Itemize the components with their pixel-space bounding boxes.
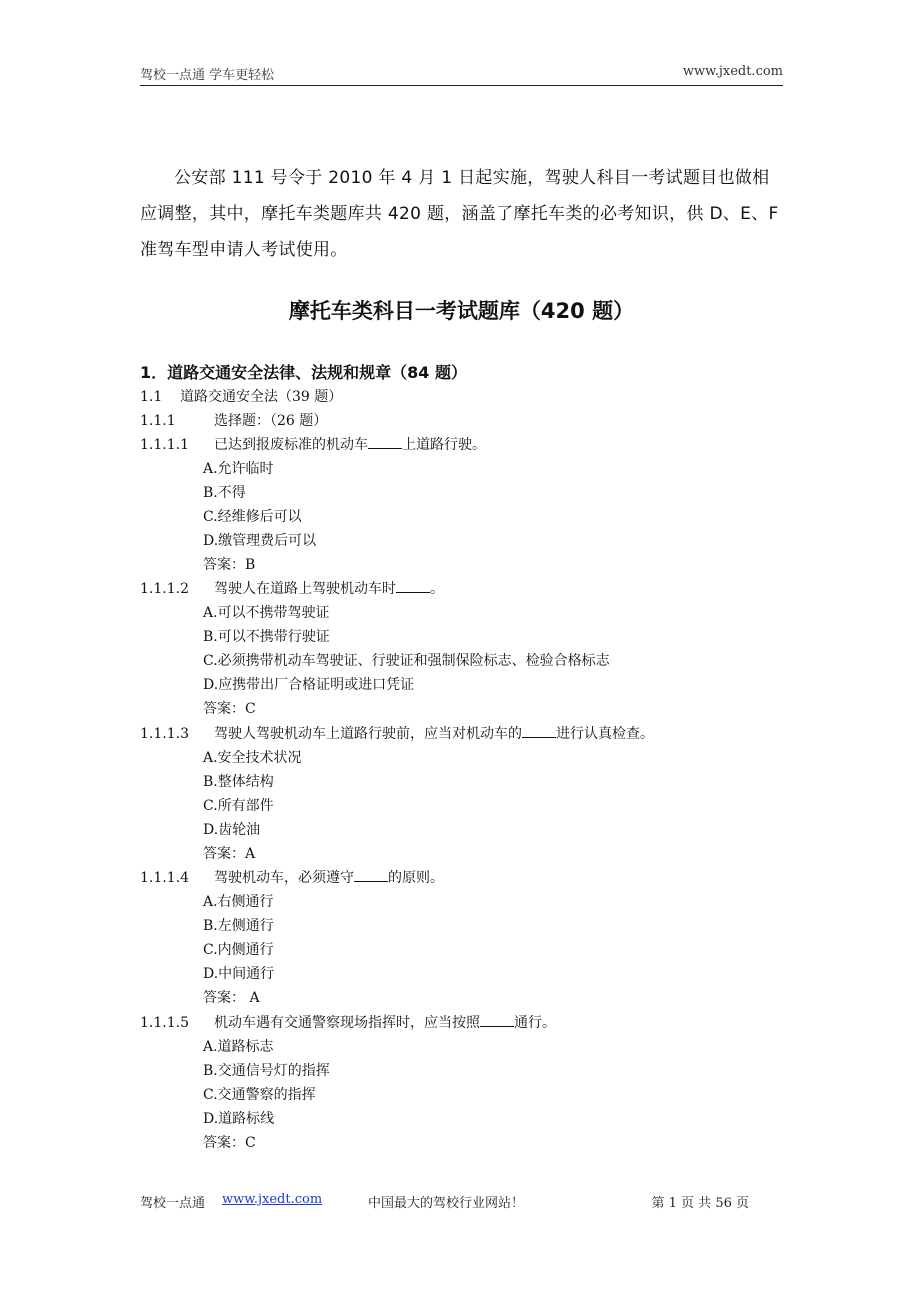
question-text: 已达到报废标准的机动车 bbox=[214, 437, 368, 453]
question-number: 1.1.1.5 bbox=[140, 1015, 189, 1031]
header-slogan: 驾校一点通 学车更轻松 bbox=[140, 68, 275, 83]
question-text: 机动车遇有交通警察现场指挥时，应当按照 bbox=[214, 1015, 480, 1031]
page-number: 第 1 页 共 56 页 bbox=[651, 1196, 749, 1211]
answer: 答案：C bbox=[203, 1135, 256, 1151]
option: D.齿轮油 bbox=[203, 822, 261, 838]
option: C.交通警察的指挥 bbox=[203, 1087, 316, 1103]
option: C.所有部件 bbox=[203, 798, 274, 814]
subsubsection-title: 选择题：（26 题） bbox=[214, 413, 328, 429]
question-number: 1.1.1.3 bbox=[140, 726, 189, 742]
question-stem bbox=[140, 723, 654, 743]
answer-blank bbox=[354, 869, 388, 882]
option: A.可以不携带驾驶证 bbox=[203, 605, 330, 621]
option: D.道路标线 bbox=[203, 1111, 275, 1127]
option: C.经维修后可以 bbox=[203, 509, 302, 525]
question-number: 1.1.1.1 bbox=[140, 437, 189, 453]
question-text-end: 进行认真检查。 bbox=[556, 726, 654, 742]
intro-paragraph: 公安部 111 号令于 2010 年 4 月 1 日起实施，驾驶人科目一考试题目也做相应调整，其中，摩托车类题库共 420 题，涵盖了摩托车类的必考知识，供 D、E、F 准驾车型申请人考试使用。 bbox=[140, 168, 779, 260]
subsubsection-number: 1.1.1 bbox=[140, 413, 176, 429]
option: D.应携带出厂合格证明或进口凭证 bbox=[203, 677, 415, 693]
footer-slogan: 中国最大的驾校行业网站！ bbox=[368, 1196, 525, 1211]
question-stem bbox=[140, 867, 444, 887]
option: B.整体结构 bbox=[203, 774, 274, 790]
option: D.缴管理费后可以 bbox=[203, 533, 317, 549]
option: C.必须携带机动车驾驶证、行驶证和强制保险标志、检验合格标志 bbox=[203, 653, 610, 669]
option: C.内侧通行 bbox=[203, 942, 274, 958]
answer: 答案： A bbox=[203, 990, 260, 1006]
option: A.道路标志 bbox=[203, 1039, 274, 1055]
document-title: 摩托车类科目一考试题库（420 题） bbox=[288, 299, 635, 323]
subsection-title: 道路交通安全法（39 题） bbox=[180, 389, 343, 405]
option: A.允许临时 bbox=[203, 461, 274, 477]
footer-link[interactable]: www.jxedt.com bbox=[222, 1192, 323, 1207]
question-text: 驾驶人驾驶机动车上道路行驶前，应当对机动车的 bbox=[214, 726, 522, 742]
answer-blank bbox=[396, 580, 430, 593]
question-stem bbox=[140, 1012, 556, 1032]
answer-blank bbox=[480, 1014, 514, 1027]
answer-blank bbox=[522, 725, 556, 738]
question-text-end: 的原则。 bbox=[388, 870, 444, 886]
page-header bbox=[140, 64, 783, 86]
option: B.左侧通行 bbox=[203, 918, 274, 934]
header-divider bbox=[140, 85, 783, 86]
question-text-end: 上道路行驶。 bbox=[402, 437, 486, 453]
answer: 答案：C bbox=[203, 701, 256, 717]
header-site: www.jxedt.com bbox=[682, 64, 783, 79]
question-stem bbox=[140, 434, 486, 454]
footer-site-name: 驾校一点通 bbox=[140, 1196, 206, 1211]
question-text-end: 通行。 bbox=[514, 1015, 556, 1031]
option: B.不得 bbox=[203, 485, 246, 501]
question-text: 驾驶人在道路上驾驶机动车时 bbox=[214, 581, 396, 597]
question-text-end: 。 bbox=[430, 581, 444, 597]
answer: 答案：A bbox=[203, 846, 256, 862]
question-number: 1.1.1.2 bbox=[140, 581, 189, 597]
option: B.交通信号灯的指挥 bbox=[203, 1063, 330, 1079]
subsubsection-heading bbox=[140, 410, 327, 430]
section-heading: 1．道路交通安全法律、法规和规章（84 题） bbox=[140, 363, 467, 382]
question-text: 驾驶机动车，必须遵守 bbox=[214, 870, 354, 886]
option: D.中间通行 bbox=[203, 966, 275, 982]
option: A.安全技术状况 bbox=[203, 750, 302, 766]
answer: 答案：B bbox=[203, 557, 256, 573]
subsection-number: 1.1 bbox=[140, 389, 163, 405]
question-number: 1.1.1.4 bbox=[140, 870, 189, 886]
answer-blank bbox=[368, 436, 402, 449]
question-stem bbox=[140, 578, 444, 598]
option: B.可以不携带行驶证 bbox=[203, 629, 330, 645]
option: A.右侧通行 bbox=[203, 894, 274, 910]
subsection-heading bbox=[140, 386, 342, 406]
